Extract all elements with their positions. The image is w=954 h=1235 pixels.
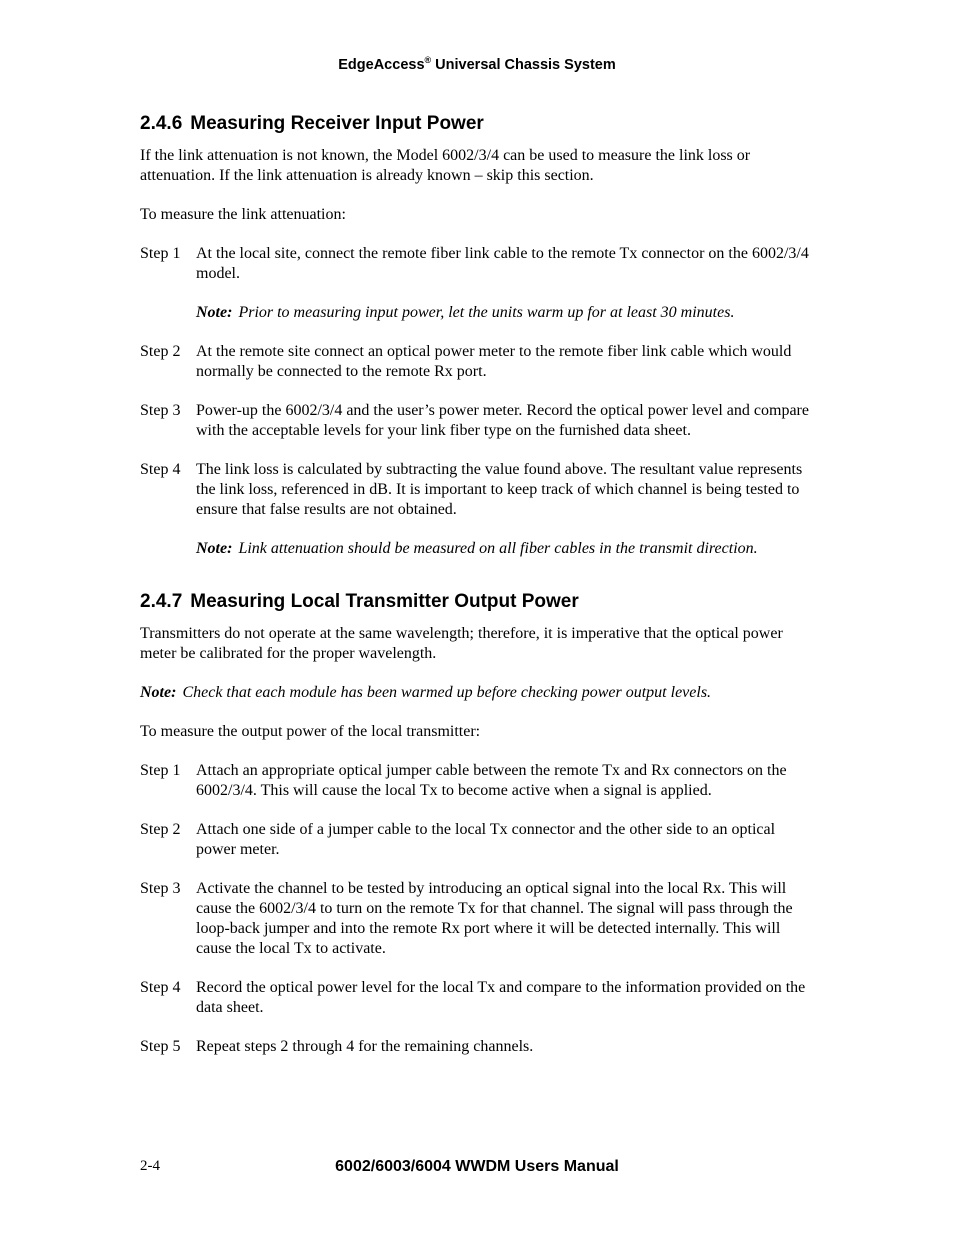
- note-text: Prior to measuring input power, let the units warm up for at least 30 minutes.: [238, 304, 735, 321]
- step-label: Step 2: [140, 343, 181, 360]
- section-intro: If the link attenuation is not known, the Model 6002/3/4 can be used to measure the link loss or attenuation. If the link attenuation is already known – skip this section.: [140, 147, 751, 184]
- step-label: Step 1: [140, 762, 181, 779]
- procedure-lead: To measure the link attenuation:: [140, 206, 346, 223]
- step-label: Step 4: [140, 461, 181, 478]
- note: [196, 303, 810, 323]
- procedure-step: [140, 820, 810, 860]
- step-label: Step 5: [140, 1038, 181, 1055]
- note-text: Check that each module has been warmed up before checking power output levels.: [182, 684, 712, 701]
- step-text: At the remote site connect an optical power meter to the remote fiber link cable which would normally be connected to the remote Rx port.: [196, 343, 792, 380]
- section-heading-2-4-7: [140, 590, 810, 614]
- step-label: Step 3: [140, 880, 181, 897]
- procedure-step: [140, 342, 810, 382]
- section-heading-2-4-6: [140, 112, 810, 136]
- section-intro: Transmitters do not operate at the same wavelength; therefore, it is imperative that the optical power meter be calibrated for the proper wavelength.: [140, 625, 783, 662]
- procedure-step: [140, 401, 810, 441]
- step-text: Activate the channel to be tested by introducing an optical signal into the local Rx. This will cause the 6002/3/4 to turn on the remote Tx for that channel. The signal will pass through the loop-back jumper and into the remote Rx port where it will be detected internally. This will cause the local Tx to activate.: [196, 880, 793, 957]
- note-text: Link attenuation should be measured on all fiber cables in the transmit direction.: [238, 540, 758, 557]
- step-text: Attach an appropriate optical jumper cable between the remote Tx and Rx connectors on the 6002/3/4. This will cause the local Tx to become active when a signal is applied.: [196, 762, 787, 799]
- footer-manual-title: 6002/6003/6004 WWDM Users Manual: [335, 1158, 619, 1175]
- procedure-step: [140, 978, 810, 1018]
- procedure-step: [140, 244, 810, 284]
- step-label: Step 2: [140, 821, 181, 838]
- note-label: Note:: [196, 540, 233, 557]
- step-text: Power-up the 6002/3/4 and the user’s power meter. Record the optical power level and compare with the acceptable levels for your link fiber type on the furnished data sheet.: [196, 402, 809, 439]
- step-text: Repeat steps 2 through 4 for the remaining channels.: [196, 1038, 534, 1055]
- section-title: Measuring Receiver Input Power: [190, 113, 484, 134]
- note-label: Note:: [140, 684, 177, 701]
- section-number: 2.4.7: [140, 591, 183, 612]
- section-number: 2.4.6: [140, 113, 183, 134]
- procedure-step: [140, 761, 810, 801]
- step-label: Step 3: [140, 402, 181, 419]
- footer-page-number: 2-4: [140, 1158, 160, 1174]
- header-title-rest: Universal Chassis System: [431, 56, 616, 73]
- procedure-step: [140, 879, 810, 959]
- step-label: Step 4: [140, 979, 181, 996]
- step-text: At the local site, connect the remote fiber link cable to the remote Tx connector on the 6002/3/4 model.: [196, 245, 809, 282]
- section-title: Measuring Local Transmitter Output Power: [190, 591, 579, 612]
- note: [196, 539, 810, 559]
- step-text: Attach one side of a jumper cable to the local Tx connector and the other side to an optical power meter.: [196, 821, 776, 858]
- step-text: Record the optical power level for the local Tx and compare to the information provided on the data sheet.: [196, 979, 806, 1016]
- step-label: Step 1: [140, 245, 181, 262]
- registered-mark: ®: [424, 55, 432, 65]
- note: [140, 683, 810, 703]
- procedure-step: [140, 460, 810, 520]
- page-content: [140, 112, 810, 1076]
- running-header: [0, 55, 954, 73]
- step-text: The link loss is calculated by subtracting the value found above. The resultant value represents the link loss, referenced in dB. It is important to keep track of which channel is being tested to ensure that false results are not obtained.: [196, 461, 803, 518]
- section-spacer: [140, 578, 810, 590]
- note-label: Note:: [196, 304, 233, 321]
- procedure-lead: To measure the output power of the local transmitter:: [140, 723, 481, 740]
- procedure-step: [140, 1037, 810, 1057]
- header-title-main: EdgeAccess: [338, 56, 425, 73]
